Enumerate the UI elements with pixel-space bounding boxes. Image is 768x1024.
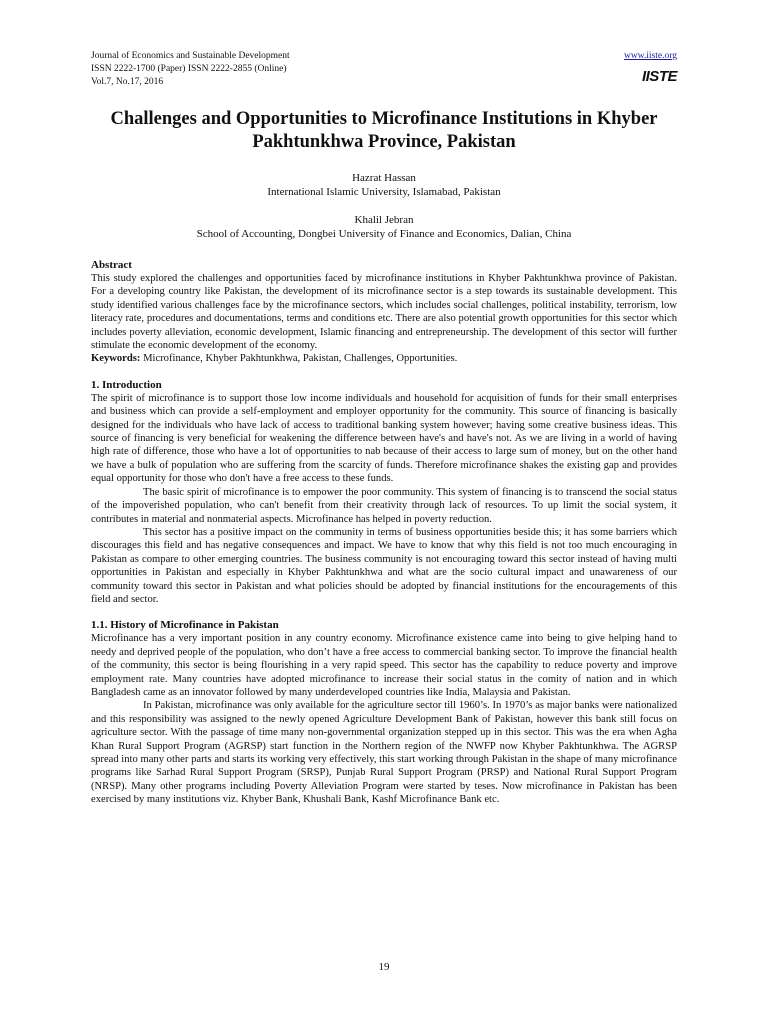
abstract-heading: Abstract xyxy=(91,259,132,271)
author-name: Hazrat Hassan xyxy=(352,172,416,184)
keywords-line xyxy=(91,352,677,365)
journal-name: Journal of Economics and Sustainable Development xyxy=(91,51,290,61)
page-number: 19 xyxy=(378,961,390,973)
iiste-logo: IISTE xyxy=(641,68,677,85)
body-paragraph: The basic spirit of microfinance is to empower the poor community. This system of financing is to transcend the social status of the impoverished population, who can't benefit from their creativity through lack of resources. To up limit the social system, it contributes in material and nonmaterial aspects. Microfinance has helped in poverty reduction. xyxy=(91,486,677,525)
author-name: Khalil Jebran xyxy=(354,214,414,226)
body-paragraph: In Pakistan, microfinance was only available for the agriculture sector till 1960’s. In 1970’s as major banks were nationalized and this responsibility was assigned to the newly opened Agriculture Development Bank of Pakistan, however this bank still focus on agriculture sector. With the passage of time many non-governmental organization stepped up in this sector. This was the era when Agha Khan Rural Support Program (AGRSP) start function in the Northern region of the NWFP now Khyber Pakhtunkhwa. The AGRSP spread into many other parts and starts its working very effectively, this start working through Pakistan in the shape of many microfinance programs like Sarhad Rural Support Program (SRSP), Punjab Rural Support Program (PRSP) and National Rural Support Program (NRSP). Many other programs including Poverty Alleviation Program were started by teses. Now microfinance in Pakistan has been exercised by many institutions viz. Khyber Bank, Khushali Bank, Kashf Microfinance Bank etc. xyxy=(91,700,677,806)
author-affiliation: School of Accounting, Dongbei University of Finance and Economics, Dalian, China xyxy=(196,228,572,240)
author-block xyxy=(91,213,677,241)
keywords-label: Keywords: xyxy=(91,353,141,365)
journal-header xyxy=(91,50,677,94)
body-paragraph: This sector has a positive impact on the community in terms of business opportunities beside this; it has some barriers which discourages this field and has negative consequences and impact. We have to know that why this field is not too much encouraging in Pakistan as compare to other emerging countries. The business community is not encouraging toward this sector instead of having multi opportunities in Pakistan and especially in Khyber Pakhtunkhwa and what are the socio cultural impact and unawareness of our community toward this sector in Pakistan and what policies should be adopted by financial institutions for the encouragements of this field and sector. xyxy=(91,526,677,605)
paper-page xyxy=(91,50,677,807)
journal-issn: ISSN 2222-1700 (Paper) ISSN 2222-2855 (Online) xyxy=(91,64,287,74)
author-affiliation: International Islamic University, Islamabad, Pakistan xyxy=(267,186,501,198)
journal-url-link[interactable]: www.iiste.org xyxy=(623,51,677,61)
journal-volume: Vol.7, No.17, 2016 xyxy=(91,77,164,87)
keywords-text: Microfinance, Khyber Pakhtunkhwa, Pakistan, Challenges, Opportunities. xyxy=(143,353,458,365)
section-heading: 1. Introduction xyxy=(91,378,162,391)
body-paragraph: Microfinance has a very important position in any country economy. Microfinance existence came into being to give helping hand to needy and deprived people of the population, who don’t have a free access to commercial banking sector. To improve the financial health of the community, this sector is being flourishing in a very rapid speed. This sector has the capability to reduce poverty and improve employment rate. Many countries have adopted microfinance to increase their social status in the comity of nation and in which Bangladesh came as an innovator followed by many underdeveloped countries like India, Malaysia and Pakistan. xyxy=(91,633,677,698)
paper-title: Challenges and Opportunities to Microfinance Institutions in Khyber Pakhtunkhwa Province, Pakistan xyxy=(110,109,658,152)
author-block xyxy=(91,171,677,199)
abstract-text: This study explored the challenges and opportunities faced by microfinance institutions in Khyber Pakhtunkhwa province of Pakistan. For a developing country like Pakistan, the development of its microfinance sector is a step towards its sustainable development. This study identified various challenges face by the microfinance sectors, which includes social challenges, political instability, terrorism, low literacy rate, procedures and documentations, terms and conditions etc. There are also potential growth opportunities for this sector which includes poverty alleviation, economic development, Islamic financing and entrepreneurship. The development of this sector will further stimulate the economic development of the economy. xyxy=(91,273,677,352)
journal-info xyxy=(91,50,677,89)
subsection-heading: 1.1. History of Microfinance in Pakistan xyxy=(91,619,279,632)
body-paragraph: The spirit of microfinance is to support those low income individuals and household for acquisition of funds for their small enterprises and business which can provide a self-employment and employer opportunity for the community. This source of financing is basically designed for the individuals who have lack of access to traditional banking system however; having some creative business ideas. This source of financing is very beneficial for weakening the difference between have's and have's not. As we are living in a world of having high rate of difference, those who have a lot of opportunities to nab because of their access to large sum of money, but on the other hand we have a bulk of population who are suffering from the scarcity of funds. Therefore microfinance shakes the existing gap and provides equal opportunity for those who don't have a free access to these funds. xyxy=(91,392,677,485)
